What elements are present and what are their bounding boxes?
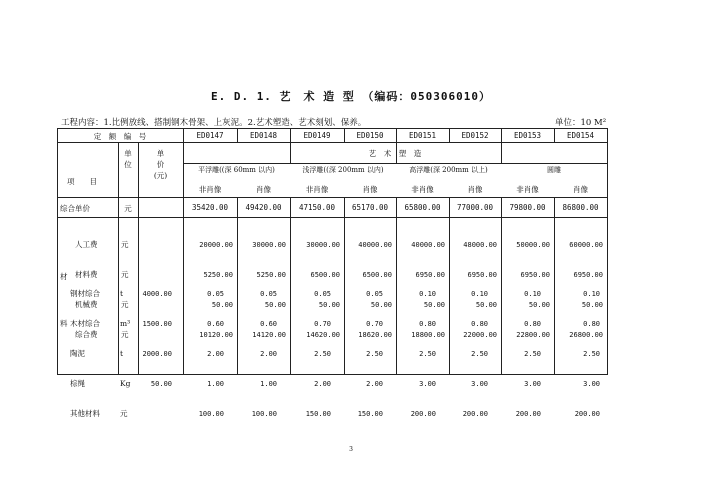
cost-value: 30000.00 bbox=[252, 241, 286, 249]
material-value: 100.00 bbox=[198, 410, 224, 418]
material-value: 2.00 bbox=[314, 380, 331, 388]
type-label: 非肖像 bbox=[305, 185, 329, 194]
unit-column-header: 单 位 bbox=[124, 149, 132, 169]
material-value: 150.00 bbox=[305, 410, 331, 418]
rule bbox=[183, 163, 608, 164]
material-value: 0.10 bbox=[419, 290, 436, 298]
material-price: 2000.00 bbox=[142, 350, 172, 358]
material-unit: Kg bbox=[120, 379, 131, 388]
material-value: 200.00 bbox=[574, 410, 600, 418]
material-price: 50.00 bbox=[150, 380, 172, 388]
cost-value: 14120.00 bbox=[252, 331, 286, 339]
material-labels bbox=[70, 269, 100, 439]
material-prices bbox=[138, 269, 172, 429]
cost-value: 60000.00 bbox=[569, 241, 603, 249]
material-label: 棕绳 bbox=[70, 379, 85, 388]
material-column bbox=[344, 269, 383, 439]
cost-value: 14620.00 bbox=[306, 331, 340, 339]
type-label: 肖像 bbox=[573, 185, 588, 194]
rule bbox=[57, 128, 58, 375]
material-value: 0.80 bbox=[524, 320, 541, 328]
composite-value: 65800.00 bbox=[404, 203, 441, 212]
composite-label: 综合单价 bbox=[60, 204, 90, 213]
material-label: 陶泥 bbox=[70, 349, 85, 358]
material-value: 0.05 bbox=[366, 290, 383, 298]
cost-value: 5250.00 bbox=[203, 271, 233, 279]
rule bbox=[57, 217, 608, 218]
type-label: 肖像 bbox=[362, 185, 378, 194]
material-value: 0.70 bbox=[314, 320, 331, 328]
quota-code: ED0147 bbox=[196, 131, 224, 140]
quota-code: ED0152 bbox=[461, 131, 489, 140]
material-value: 0.60 bbox=[260, 320, 277, 328]
material-side-label: 材 bbox=[60, 272, 68, 281]
quota-code: ED0153 bbox=[513, 131, 542, 140]
cost-value: 22000.00 bbox=[463, 331, 497, 339]
material-value: 0.05 bbox=[207, 290, 224, 298]
material-column bbox=[501, 269, 541, 439]
material-value: 0.05 bbox=[260, 290, 277, 298]
rule bbox=[57, 142, 608, 143]
cost-value: 30000.00 bbox=[306, 241, 340, 249]
material-side-label: 料 bbox=[60, 319, 68, 328]
material-value: 200.00 bbox=[462, 410, 488, 418]
cost-value: 6950.00 bbox=[573, 271, 603, 279]
cost-value: 40000.00 bbox=[358, 241, 392, 249]
cost-value: 6500.00 bbox=[310, 271, 340, 279]
material-column bbox=[396, 269, 436, 439]
material-value: 200.00 bbox=[410, 410, 436, 418]
material-label: 其他材料 bbox=[70, 409, 100, 418]
composite-unit: 元 bbox=[124, 204, 132, 213]
material-value: 150.00 bbox=[357, 410, 383, 418]
composite-value: 47150.00 bbox=[298, 203, 336, 212]
rule bbox=[57, 128, 608, 129]
cost-value: 50000.00 bbox=[516, 241, 550, 249]
quota-number-label: 定 额 编 号 bbox=[93, 132, 147, 141]
material-price: 4000.00 bbox=[142, 290, 172, 298]
material-column bbox=[237, 269, 277, 439]
item-column-header: 项 目 bbox=[67, 177, 97, 186]
material-value: 200.00 bbox=[515, 410, 541, 418]
material-units bbox=[120, 269, 130, 439]
material-value: 2.00 bbox=[260, 350, 277, 358]
cost-value: 26800.00 bbox=[569, 331, 603, 339]
material-label: 木材综合 bbox=[70, 319, 100, 328]
composite-value: 86800.00 bbox=[562, 203, 599, 212]
unit-label: 单位：10 M² bbox=[555, 118, 607, 128]
cost-unit: 元 bbox=[121, 270, 129, 279]
material-unit: 元 bbox=[120, 409, 128, 418]
material-value: 3.00 bbox=[524, 380, 541, 388]
composite-value: 65170.00 bbox=[351, 203, 389, 212]
material-column bbox=[554, 269, 600, 439]
cost-value: 50.00 bbox=[264, 301, 286, 309]
material-value: 0.80 bbox=[419, 320, 436, 328]
cost-value: 6950.00 bbox=[415, 271, 445, 279]
cost-value: 50.00 bbox=[318, 301, 340, 309]
quota-code: ED0151 bbox=[408, 131, 437, 140]
material-unit: t bbox=[120, 289, 124, 298]
rule bbox=[607, 128, 608, 375]
cost-label: 材料费 bbox=[75, 270, 98, 279]
material-value: 0.70 bbox=[366, 320, 383, 328]
price-column-header: 单 价 (元) bbox=[153, 149, 168, 180]
material-value: 0.80 bbox=[583, 320, 600, 328]
material-value: 2.50 bbox=[471, 350, 488, 358]
composite-value: 49420.00 bbox=[245, 203, 282, 212]
composite-value: 35420.00 bbox=[191, 203, 229, 212]
cost-label: 人工费 bbox=[75, 240, 98, 249]
rule bbox=[57, 197, 608, 198]
quota-code: ED0149 bbox=[303, 131, 331, 140]
material-value: 0.10 bbox=[471, 290, 488, 298]
quota-table bbox=[57, 128, 608, 418]
type-label: 肖像 bbox=[256, 185, 271, 194]
material-value: 0.10 bbox=[583, 290, 600, 298]
sub-group-label: 浅浮雕((深 200mm 以内) bbox=[302, 166, 384, 174]
quota-code: ED0148 bbox=[249, 131, 278, 140]
page-number: 3 bbox=[349, 446, 353, 453]
material-value: 0.60 bbox=[207, 320, 224, 328]
material-label: 钢材综合 bbox=[70, 289, 100, 298]
material-value: 0.10 bbox=[524, 290, 541, 298]
cost-value: 50.00 bbox=[370, 301, 392, 309]
material-value: 2.50 bbox=[314, 350, 331, 358]
material-value: 100.00 bbox=[251, 410, 277, 418]
material-value: 1.00 bbox=[260, 380, 277, 388]
material-value: 2.50 bbox=[366, 350, 383, 358]
cost-value: 6950.00 bbox=[520, 271, 550, 279]
cost-value: 5250.00 bbox=[256, 271, 286, 279]
material-value: 0.80 bbox=[471, 320, 488, 328]
material-value: 3.00 bbox=[583, 380, 600, 388]
work-content: 工程内容：1.比例放线、搭制钢木骨架、上灰泥。2.艺术塑造、艺术刻划、保养。 bbox=[61, 118, 367, 128]
cost-value: 18620.00 bbox=[358, 331, 392, 339]
sub-group-label: 平浮雕((深 60mm 以内) bbox=[198, 166, 275, 174]
cost-value: 10120.00 bbox=[199, 331, 233, 339]
cost-value: 40000.00 bbox=[411, 241, 445, 249]
material-value: 2.50 bbox=[583, 350, 600, 358]
material-value: 3.00 bbox=[419, 380, 436, 388]
material-value: 2.50 bbox=[419, 350, 436, 358]
cost-value: 20000.00 bbox=[199, 241, 233, 249]
cost-label: 综合费 bbox=[75, 330, 98, 339]
material-value: 1.00 bbox=[207, 380, 224, 388]
sub-group-label: 高浮雕(深 200mm 以上) bbox=[409, 166, 488, 174]
cost-value: 50.00 bbox=[423, 301, 445, 309]
type-label: 非肖像 bbox=[411, 185, 434, 194]
material-unit: t bbox=[120, 349, 124, 358]
material-value: 0.05 bbox=[314, 290, 331, 298]
cost-label: 机械费 bbox=[75, 300, 98, 309]
cost-value: 50.00 bbox=[211, 301, 233, 309]
material-unit: m³ bbox=[120, 319, 131, 328]
cost-value: 18800.00 bbox=[411, 331, 445, 339]
quota-code: ED0150 bbox=[356, 131, 384, 140]
type-label: 非肖像 bbox=[198, 185, 222, 194]
cost-unit: 元 bbox=[121, 240, 129, 249]
type-label: 非肖像 bbox=[516, 185, 539, 194]
composite-value: 79800.00 bbox=[509, 203, 546, 212]
cost-value: 50.00 bbox=[528, 301, 550, 309]
type-label: 肖像 bbox=[467, 185, 483, 194]
cost-value: 50.00 bbox=[581, 301, 603, 309]
material-column bbox=[183, 269, 224, 439]
rule bbox=[118, 142, 119, 375]
material-value: 2.00 bbox=[366, 380, 383, 388]
material-value: 2.00 bbox=[207, 350, 224, 358]
material-value: 2.50 bbox=[524, 350, 541, 358]
material-price: 1500.00 bbox=[142, 320, 172, 328]
material-column bbox=[290, 269, 331, 439]
cost-value: 6500.00 bbox=[362, 271, 392, 279]
cost-unit: 元 bbox=[121, 300, 129, 309]
cost-value: 22800.00 bbox=[516, 331, 550, 339]
cost-value: 6950.00 bbox=[467, 271, 497, 279]
quota-code: ED0154 bbox=[566, 131, 595, 140]
material-column bbox=[449, 269, 488, 439]
group-label: 艺 术 塑 造 bbox=[368, 149, 422, 158]
sub-group-label: 圆雕 bbox=[547, 166, 561, 174]
page-title: E. D. 1. 艺 术 造 型 （编码：050306010） bbox=[210, 90, 492, 103]
cost-value: 50.00 bbox=[475, 301, 497, 309]
cost-unit: 元 bbox=[121, 330, 129, 339]
composite-value: 77000.00 bbox=[456, 203, 494, 212]
material-value: 3.00 bbox=[471, 380, 488, 388]
cost-value: 48000.00 bbox=[463, 241, 497, 249]
